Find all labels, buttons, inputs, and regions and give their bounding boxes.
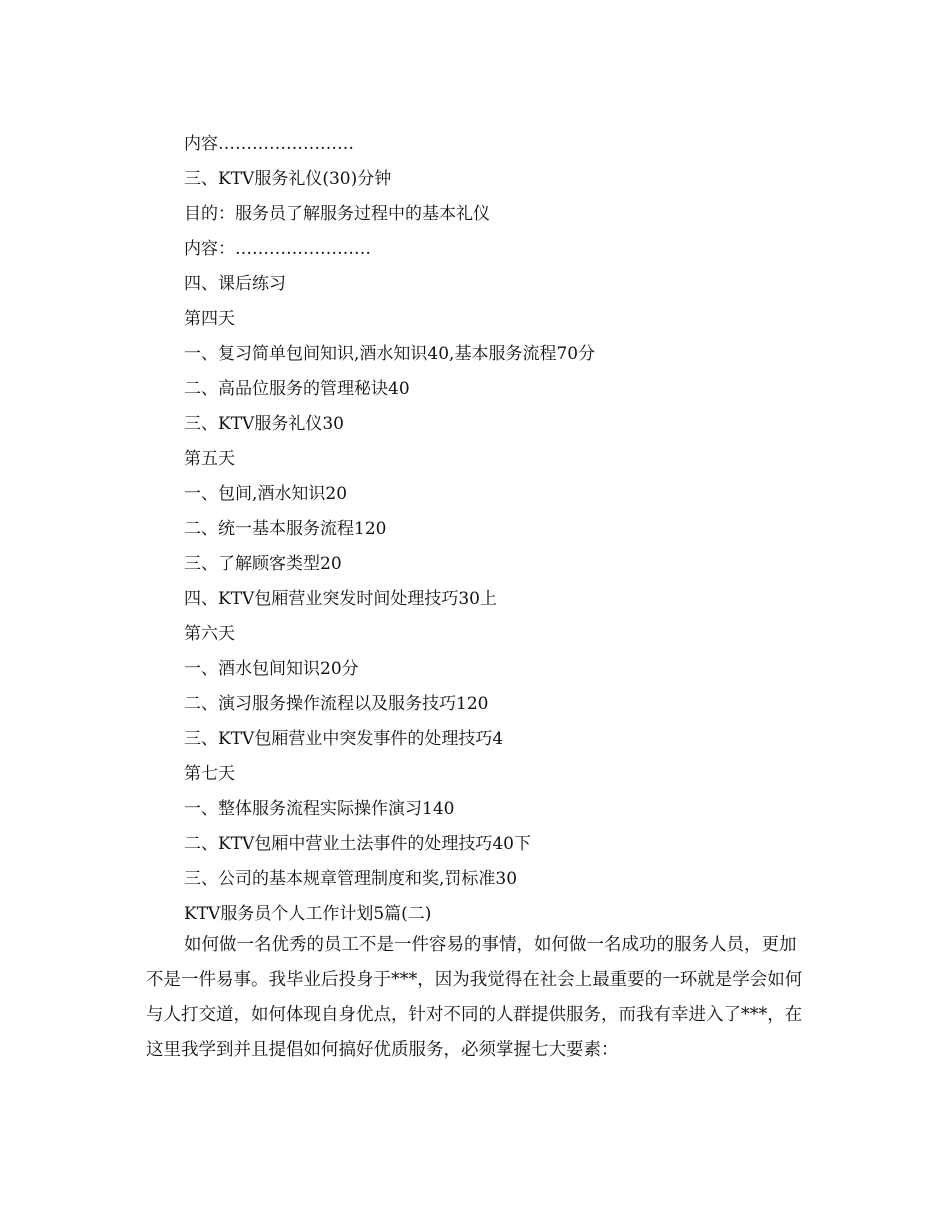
text-line: 目的：服务员了解服务过程中的基本礼仪: [184, 204, 490, 224]
text-line: 三、了解顾客类型20: [184, 554, 342, 574]
text-line: 二、统一基本服务流程120: [184, 519, 387, 539]
text-line: 四、KTV包厢营业突发时间处理技巧30上: [184, 589, 497, 609]
day-heading: 第七天: [184, 764, 235, 784]
text-line: 二、高品位服务的管理秘诀40: [184, 379, 410, 399]
day-heading: 第六天: [184, 624, 235, 644]
text-line: 三、公司的基本规章管理制度和奖,罚标准30: [184, 869, 518, 889]
text-line: 内容……………………: [184, 134, 354, 154]
text-line: 二、演习服务操作流程以及服务技巧120: [184, 694, 489, 714]
paragraph-text: 如何做一名优秀的员工不是一件容易的事情，如何做一名成功的服务人员，更加不是一件易事。我毕业后投身于***，因为我觉得在社会上最重要的一环就是学会如何与人打交道，如何体现自身优点，针对不同的人群提供服务，而我有幸进入了***，在这里我学到并且提倡如何搞好优质服务，必须掌握七大要素：: [146, 935, 803, 1060]
text-line: 内容：……………………: [184, 239, 371, 259]
text-line: 二、KTV包厢中营业土法事件的处理技巧40下: [184, 834, 531, 854]
text-line: 一、酒水包间知识20分: [184, 659, 359, 679]
day-heading: 第五天: [184, 449, 235, 469]
section-heading: 三、KTV服务礼仪(30)分钟: [184, 169, 392, 189]
section-heading: 四、课后练习: [184, 274, 286, 294]
day-heading: 第四天: [184, 309, 235, 329]
text-line: 一、整体服务流程实际操作演习140: [184, 799, 455, 819]
text-line: 一、复习简单包间知识,酒水知识40,基本服务流程70分: [184, 344, 596, 364]
body-paragraph: [146, 928, 806, 1068]
article-title: KTV服务员个人工作计划5篇(二): [184, 904, 432, 924]
text-line: 三、KTV包厢营业中突发事件的处理技巧4: [184, 729, 504, 749]
text-line: 三、KTV服务礼仪30: [184, 414, 344, 434]
text-line: 一、包间,酒水知识20: [184, 484, 348, 504]
